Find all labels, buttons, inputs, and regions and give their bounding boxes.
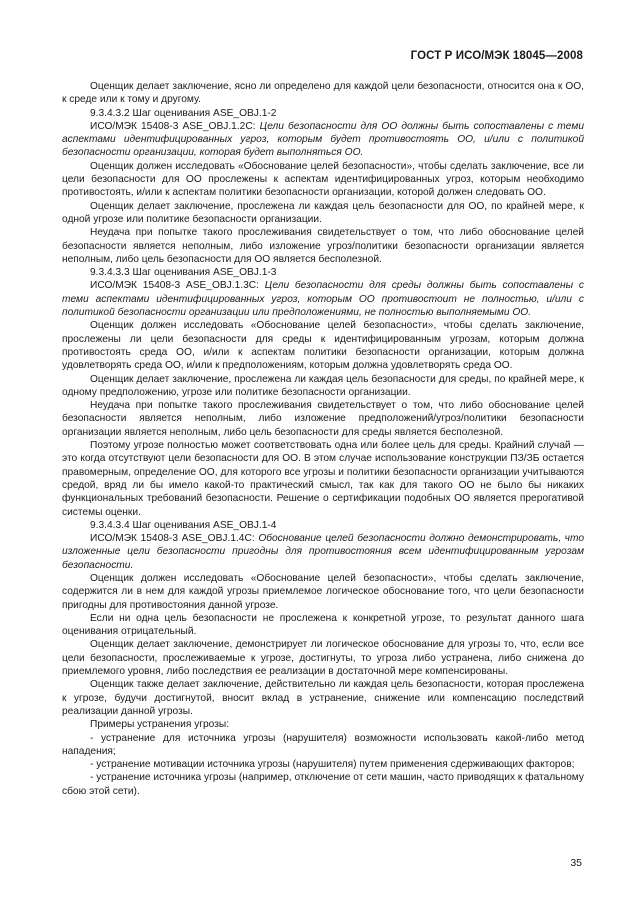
document-header: ГОСТ Р ИСО/МЭК 18045—2008: [410, 50, 583, 62]
list-item: - устранение мотивации источника угрозы (нарушителя) путем применения сдерживающих факторов;: [90, 759, 575, 771]
step-heading: 9.3.4.3.4 Шаг оценивания ASE_OBJ.1-4: [90, 519, 277, 531]
paragraph: Оценщик делает заключение, демонстрирует ли логическое обоснование для угрозы то, что, если все цели безопасности, прослеживаемые к угрозе, достигнуты, то угроза либо устранена, либо снижена до приемлемого уровня, либо последствия ее реализации в достаточной мере компенсированы.: [62, 639, 584, 678]
requirement-text: Обоснование целей безопасности должно демонстрировать, что изложенные цели безопасности пригодны для противостояния всем идентифицированным угрозам безопасности.: [62, 533, 584, 571]
requirement-paragraph: [62, 120, 584, 160]
requirement-paragraph: [62, 532, 584, 572]
paragraph: Оценщик также делает заключение, действительно ли каждая цель безопасности, которая прослежена к угрозе, будучи достигнутой, вносит вклад в устранение, снижение или компенсацию последствий реализации данной угрозы.: [62, 679, 584, 717]
requirement-text: Цели безопасности для ОО должны быть сопоставлены с теми аспектами идентифицированных угроз, которым будет противостоять ОО, и/или с политикой безопасности организации, которая будет выполняться ОО.: [62, 120, 584, 159]
list-item: - устранение источника угрозы (например, отключение от сети машин, часто приводящих к фатальному сбою этой сети).: [62, 772, 584, 797]
paragraph: Оценщик должен исследовать «Обоснование целей безопасности», чтобы сделать заключение, прослежены ли цели безопасности для среды к идентифицированным угрозам, которым должна противостоять среда ОО, и/или к аспектам политики безопасности организации, которым должна удовлетворять среда ОО, и/или к предположениям, которым должна удовлетворять среда ОО.: [62, 320, 584, 372]
requirement-reference: ИСО/МЭК 15408-3 ASE_OBJ.1.2С:: [90, 120, 260, 132]
requirement-paragraph: [62, 279, 584, 319]
paragraph: Поэтому угрозе полностью может соответствовать одна или более цель для среды. Крайний случай — это когда отсутствуют цели безопасности для ОО. В этом случае использование конструкции ПЗ/ЗБ остается правомерным, определение ОО, для которого все угрозы и политики безопасности организации учитываются средой, вряд ли бы имело какой-то практический смысл, так как для такого ОО не было бы никаких функциональных требований безопасности. Решение о сертификации подобных ОО является прерогативой системы оценки.: [62, 440, 584, 518]
step-heading: 9.3.4.3.2 Шаг оценивания ASE_OBJ.1-2: [90, 107, 277, 119]
requirement-reference: ИСО/МЭК 15408-3 ASE_OBJ.1.3С:: [90, 280, 265, 292]
paragraph: Если ни одна цель безопасности не прослежена к конкретной угрозе, то результат данного шага оценивания отрицательный.: [62, 612, 584, 638]
paragraph: Оценщик делает заключение, прослежена ли каждая цель безопасности для ОО, по крайней мере, к одной угрозе или политике безопасности организации.: [62, 200, 584, 225]
paragraph: Оценщик делает заключение, ясно ли определено для каждой цели безопасности, относится она к ОО, к среде или к тому и другому.: [62, 81, 584, 106]
requirement-text: Цели безопасности для среды должны быть сопоставлены с теми аспектами идентифицированных угроз, которым ОО противостоит не полностью, и/или с политикой безопасности организации или предположениями, не полностью выполняемыми ОО.: [62, 280, 585, 319]
paragraph: Оценщик делает заключение, прослежена ли каждая цель безопасности для среды, по крайней мере, к одному предположению, угрозе или политике безопасности организации.: [62, 373, 584, 398]
paragraph: Неудача при попытке такого прослеживания свидетельствует о том, что либо обоснование целей безопасности является неполным, либо изложение предположений/угроз/политики безопасности организации является неполным, либо цель безопасности для среды является бесполезной.: [62, 400, 584, 438]
document-body: [62, 80, 584, 798]
step-heading: 9.3.4.3.3 Шаг оценивания ASE_OBJ.1-3: [90, 267, 277, 279]
paragraph: Оценщик должен исследовать «Обоснование целей безопасности», чтобы сделать заключение, содержится ли в нем для каждой угрозы приемлемое логическое обоснование того, что цели безопасности пригодны для противостояния данной угрозе.: [62, 572, 584, 611]
paragraph: Примеры устранения угрозы:: [90, 719, 230, 731]
page-number: 35: [570, 857, 582, 869]
requirement-reference: ИСО/МЭК 15408-3 ASE_OBJ.1.4С:: [90, 533, 259, 545]
paragraph: Неудача при попытке такого прослеживания свидетельствует о том, что либо обоснование целей безопасности является неполным, либо изложение угроз/политики безопасности организации является неполным, либо цель безопасности для ОО является бесполезной.: [62, 227, 584, 265]
paragraph: Оценщик должен исследовать «Обоснование целей безопасности», чтобы сделать заключение, все ли цели безопасности для ОО прослежены к аспектам идентифицированных угроз, которым необходимо противостоять, и/или к аспектам политики безопасности организации, которой должен следовать ОО.: [62, 160, 584, 199]
list-item: - устранение для источника угрозы (нарушителя) возможности использовать какой-либо метод нападения;: [62, 732, 584, 757]
